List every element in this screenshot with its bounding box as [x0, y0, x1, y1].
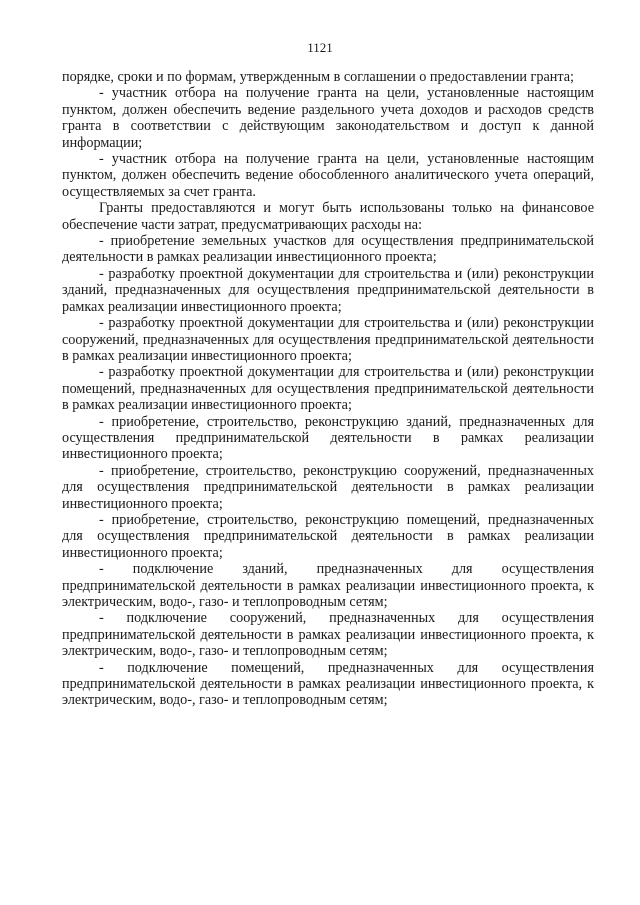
- paragraph-continuation: порядке, сроки и по формам, утвержденным в соглашении о предоставлении гранта;: [62, 69, 574, 85]
- list-item: - разработку проектной документации для строительства и (или) реконструкции помещений, предназначенных для осуществления предпринимательской деятельности в рамках реализации инвестиционного проекта;: [62, 364, 594, 414]
- paragraph-analytical-accounting: - участник отбора на получение гранта на цели, установленные настоящим пунктом, должен обеспечить ведение обособленного аналитического учета операций, осуществляемых за счет гранта.: [62, 151, 594, 200]
- paragraph-separate-accounting: - участник отбора на получение гранта на цели, установленные настоящим пунктом, должен обеспечить ведение раздельного учета доходов и расходов средств гранта в соответствии с действующим законодательством и доступ к данной информации;: [62, 85, 594, 151]
- page-number: 1121: [307, 40, 333, 55]
- list-item: - подключение помещений, предназначенных для осуществления предпринимательской деятельности в рамках реализации инвестиционного проекта, к электрическим, водо-, газо- и теплопроводным сетям;: [62, 659, 594, 709]
- list-item: - подключение зданий, предназначенных для осуществления предпринимательской деятельности в рамках реализации инвестиционного проекта, к электрическим, водо-, газо- и теплопроводным сетям;: [62, 561, 594, 610]
- list-item: - приобретение, строительство, реконструкцию сооружений, предназначенных для осуществления предпринимательской деятельности в рамках реализации инвестиционного проекта;: [62, 462, 594, 512]
- list-item: - разработку проектной документации для строительства и (или) реконструкции зданий, предназначенных для осуществления предпринимательской деятельности в рамках реализации инвестиционного проекта;: [62, 265, 594, 315]
- list-item: - приобретение, строительство, реконструкцию помещений, предназначенных для осуществления предпринимательской деятельности в рамках реализации инвестиционного проекта;: [62, 511, 594, 561]
- list-item: - подключение сооружений, предназначенных для осуществления предпринимательской деятельности в рамках реализации инвестиционного проекта, к электрическим, водо-, газо- и теплопроводным сетям;: [62, 610, 594, 660]
- list-item: - приобретение, строительство, реконструкцию зданий, предназначенных для осуществления предпринимательской деятельности в рамках реализации инвестиционного проекта;: [62, 413, 594, 463]
- list-item: - разработку проектной документации для строительства и (или) реконструкции сооружений, предназначенных для осуществления предпринимательской деятельности в рамках реализации инвестиционного проекта;: [62, 315, 594, 364]
- list-item: - приобретение земельных участков для осуществления предпринимательской деятельности в рамках реализации инвестиционного проекта;: [62, 233, 594, 266]
- body-text: [62, 69, 594, 709]
- paragraph-grants-intro: Гранты предоставляются и могут быть использованы только на финансовое обеспечение части затрат, предусматривающих расходы на:: [62, 200, 594, 233]
